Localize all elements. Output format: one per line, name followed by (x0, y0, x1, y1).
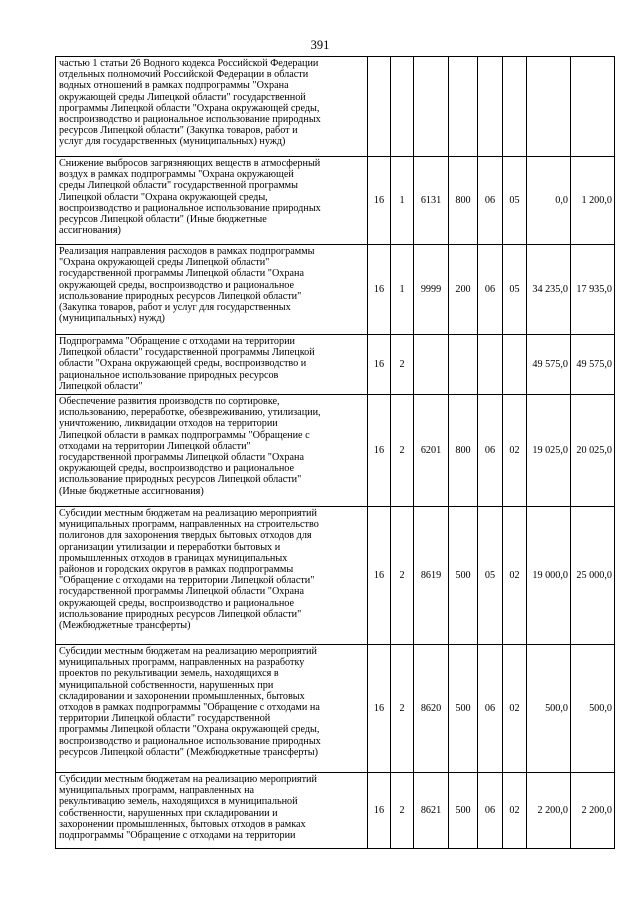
code-cell (503, 57, 527, 157)
amount-cell: 25 000,0 (571, 507, 615, 645)
code-cell: 800 (449, 395, 478, 507)
code-cell: 500 (449, 773, 478, 849)
amount-cell: 19 000,0 (527, 507, 571, 645)
table-row (56, 245, 615, 335)
code-cell: 9999 (414, 245, 449, 335)
amount-cell: 2 200,0 (571, 773, 615, 849)
code-cell: 2 (391, 395, 414, 507)
code-cell (391, 57, 414, 157)
code-cell: 8621 (414, 773, 449, 849)
code-cell: 2 (391, 645, 414, 773)
row-description: Субсидии местным бюджетам на реализацию мероприятий муниципальных программ, направленных на разработку проектов по рекультивации земель, находящихся в муниципальной собственности, нарушенных при складировании и захоронении промышленных, бытовых отходов в рамках подпрограммы "Обращение с отходами на территории Липецкой области" государственной программы Липецкой области "Охрана окружающей среды, воспроизводство и рациональное использование природных ресурсов Липецкой области" (Межбюджетные трансферты) (56, 645, 368, 773)
code-cell (449, 57, 478, 157)
code-cell: 16 (368, 773, 391, 849)
code-cell: 06 (478, 157, 503, 245)
amount-cell (571, 57, 615, 157)
code-cell: 05 (478, 507, 503, 645)
code-cell: 06 (478, 645, 503, 773)
code-cell (414, 57, 449, 157)
table-row (56, 395, 615, 507)
code-cell: 16 (368, 395, 391, 507)
row-description: Субсидии местным бюджетам на реализацию мероприятий муниципальных программ, направленных на строительство полигонов для захоронения твердых бытовых отходов для организации утилизации и переработки бытовых и промышленных отходов в границах муниципальных районов и городских округов в рамках подпрограммы "Обращение с отходами на территории Липецкой области" государственной программы Липецкой области "Охрана окружающей среды, воспроизводство и рациональное использование природных ресурсов Липецкой области" (Межбюджетные трансферты) (56, 507, 368, 645)
code-cell (478, 335, 503, 395)
amount-cell: 49 575,0 (527, 335, 571, 395)
row-description: Подпрограмма "Обращение с отходами на территории Липецкой области" государственной программы Липецкой области "Охрана окружающей среды, воспроизводство и рациональное использование природных ресурсов Липецкой области" (56, 335, 368, 395)
amount-cell: 500,0 (527, 645, 571, 773)
code-cell (503, 335, 527, 395)
row-description: Реализация направления расходов в рамках подпрограммы "Охрана окружающей среды Липецкой области" государственной программы Липецкой области "Охрана окружающей среды, воспроизводство и рациональное использование природных ресурсов Липецкой области" (Закупка товаров, работ и услуг для государственных (муниципальных) нужд) (56, 245, 368, 335)
budget-table (55, 56, 615, 849)
code-cell: 500 (449, 507, 478, 645)
code-cell: 800 (449, 157, 478, 245)
table-row (56, 57, 615, 157)
table-row (56, 773, 615, 849)
amount-cell: 2 200,0 (527, 773, 571, 849)
table-row (56, 157, 615, 245)
table-row (56, 335, 615, 395)
code-cell: 2 (391, 773, 414, 849)
code-cell (368, 57, 391, 157)
code-cell: 05 (503, 245, 527, 335)
code-cell: 02 (503, 507, 527, 645)
amount-cell: 34 235,0 (527, 245, 571, 335)
table-row (56, 645, 615, 773)
row-description: Субсидии местным бюджетам на реализацию мероприятий муниципальных программ, направленных на рекультивацию земель, находящихся в муниципальной собственности, нарушенных при складировании и захоронении промышленных, бытовых отходов в рамках подпрограммы "Обращение с отходами на территории (56, 773, 368, 849)
code-cell (478, 57, 503, 157)
code-cell: 02 (503, 645, 527, 773)
code-cell: 2 (391, 507, 414, 645)
code-cell: 16 (368, 245, 391, 335)
row-description: Обеспечение развития производств по сортировке, использованию, переработке, обезвреживанию, утилизации, уничтожению, ликвидации отходов на территории Липецкой области в рамках подпрограммы "Обращение с отходами на территории Липецкой области" государственной программы Липецкой области "Охрана окружающей среды, воспроизводство и рациональное использование природных ресурсов Липецкой области" (Иные бюджетные ассигнования) (56, 395, 368, 507)
amount-cell: 19 025,0 (527, 395, 571, 507)
code-cell: 06 (478, 245, 503, 335)
code-cell: 02 (503, 773, 527, 849)
code-cell: 1 (391, 157, 414, 245)
code-cell: 02 (503, 395, 527, 507)
code-cell: 8620 (414, 645, 449, 773)
amount-cell (527, 57, 571, 157)
code-cell: 6201 (414, 395, 449, 507)
code-cell: 16 (368, 335, 391, 395)
code-cell: 06 (478, 773, 503, 849)
code-cell: 06 (478, 395, 503, 507)
code-cell: 200 (449, 245, 478, 335)
code-cell (449, 335, 478, 395)
row-description: частью 1 статьи 26 Водного кодекса Российской Федерации отдельных полномочий Российской Федерации в области водных отношений в рамках подпрограммы "Охрана окружающей среды Липецкой области" государственной программы Липецкой области "Охрана окружающей среды, воспроизводство и рациональное использование природных ресурсов Липецкой области" (Закупка товаров, работ и услуг для государственных (муниципальных) нужд) (56, 57, 368, 157)
amount-cell: 500,0 (571, 645, 615, 773)
amount-cell: 1 200,0 (571, 157, 615, 245)
page-number: 391 (310, 38, 330, 52)
table-row (56, 507, 615, 645)
code-cell: 16 (368, 157, 391, 245)
code-cell: 16 (368, 645, 391, 773)
code-cell: 2 (391, 335, 414, 395)
row-description: Снижение выбросов загрязняющих веществ в атмосферный воздух в рамках подпрограммы "Охрана окружающей среды Липецкой области" государственной программы Липецкой области "Охрана окружающей среды, воспроизводство и рациональное использование природных ресурсов Липецкой области" (Иные бюджетные ассигнования) (56, 157, 368, 245)
amount-cell: 0,0 (527, 157, 571, 245)
code-cell: 8619 (414, 507, 449, 645)
code-cell: 500 (449, 645, 478, 773)
amount-cell: 17 935,0 (571, 245, 615, 335)
code-cell: 16 (368, 507, 391, 645)
amount-cell: 20 025,0 (571, 395, 615, 507)
amount-cell: 49 575,0 (571, 335, 615, 395)
code-cell (414, 335, 449, 395)
code-cell: 1 (391, 245, 414, 335)
code-cell: 05 (503, 157, 527, 245)
code-cell: 6131 (414, 157, 449, 245)
